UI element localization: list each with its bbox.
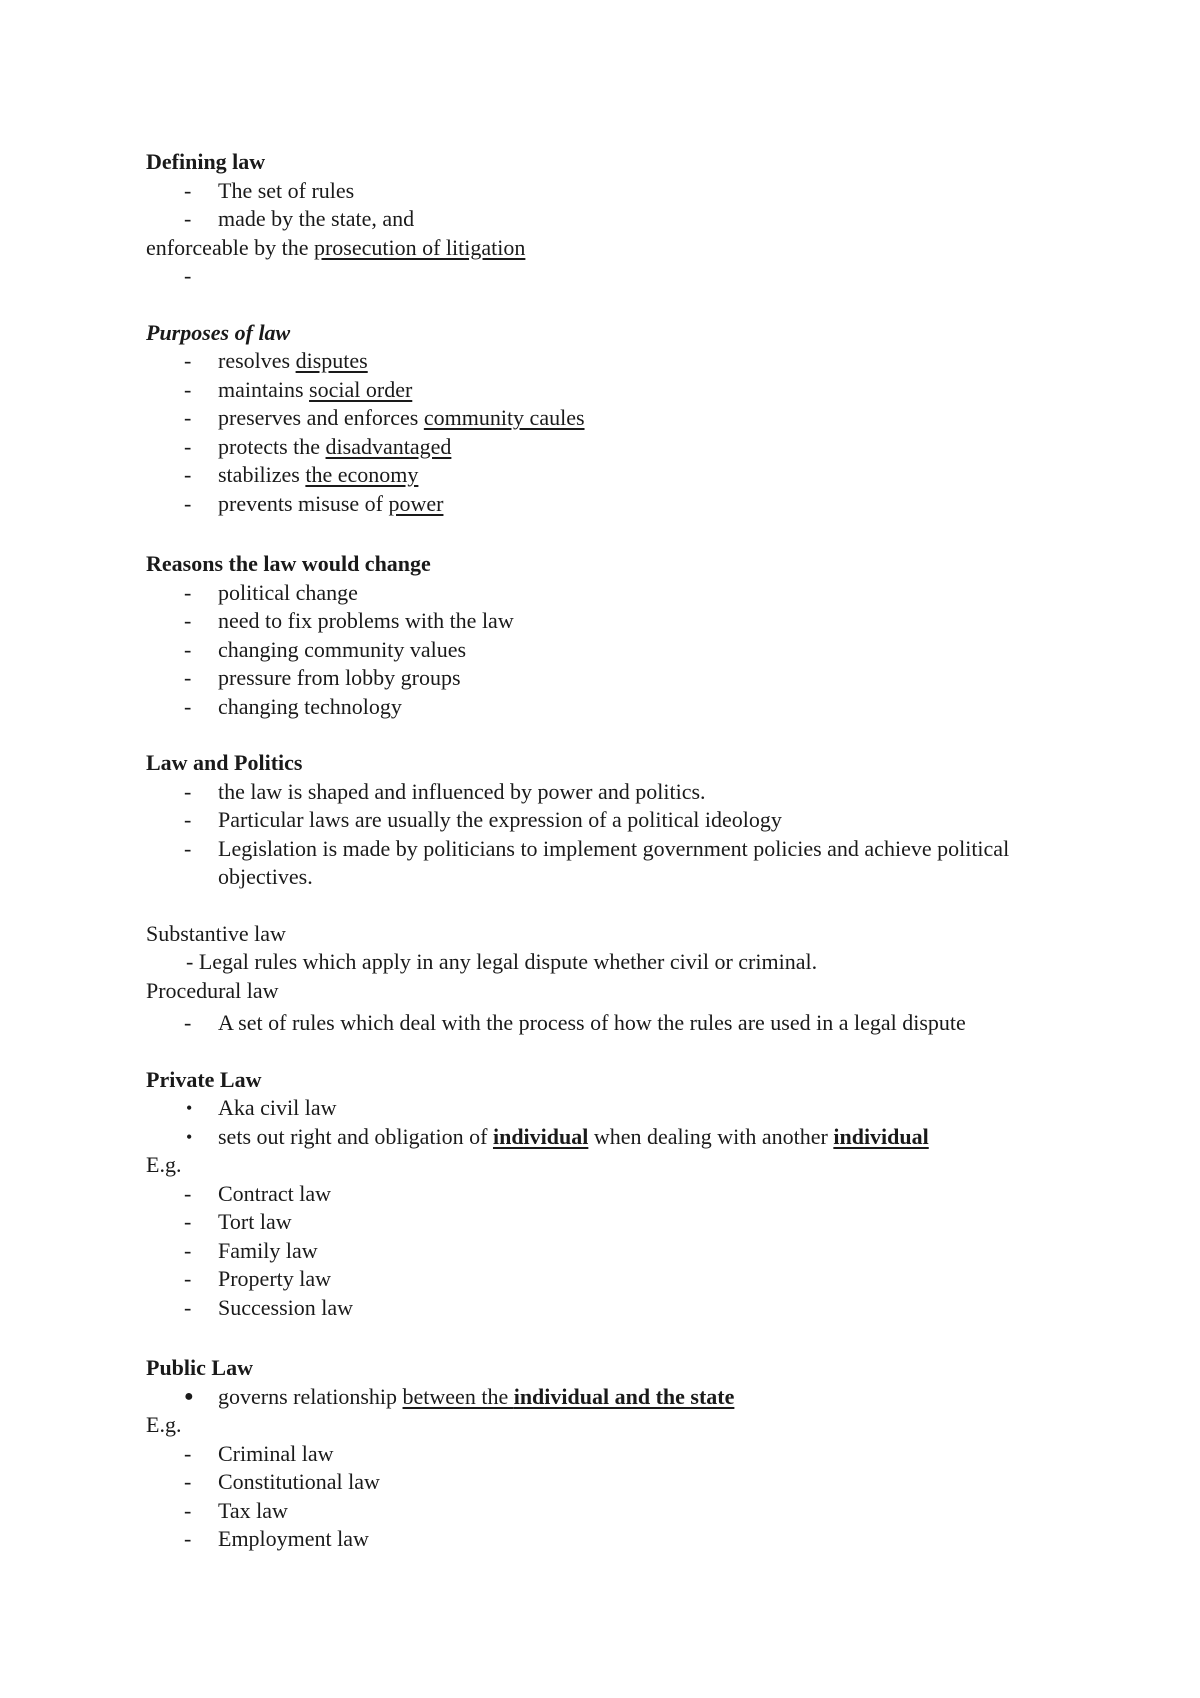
heading-public-law: Public Law [146,1355,253,1380]
list-item: - Particular laws are usually the expression of a political ideology [184,807,782,832]
list-item: - Criminal law [184,1440,334,1466]
bullet-icon: ● [184,1387,194,1405]
heading-law-and-politics: Law and Politics [146,750,303,775]
list-item: - preserves and enforces community caules [184,405,585,430]
heading-private-law: Private Law [146,1066,262,1092]
list-item: - stabilizes the economy [184,462,419,487]
list-item: - political change [184,579,358,605]
list-item: - Contract law [184,1180,332,1206]
list-item: - Constitutional law [184,1469,380,1494]
empty-list-item: - [184,263,192,288]
bullet-icon: • [186,1126,193,1147]
underlined-term: prosecution of litigation [313,234,526,260]
list-item: - Legal rules which apply in any legal dispute whether civil or criminal. [186,949,818,974]
bullet-item: ● governs relationship between the individual and the state [146,1383,1126,1412]
list-item: - pressure from lobby groups [184,665,461,690]
list-item: - prevents misuse of power [184,490,444,516]
list-item: - Property law [184,1266,332,1291]
list-item: - need to fix problems with the law [184,608,514,633]
list-item: - changing technology [184,693,402,719]
enforceable-line: enforceable by the prosecution of litigation [146,234,526,260]
document-page [146,148,1126,1554]
list-item: - Succession law [184,1294,354,1320]
heading-reasons-law-change: Reasons the law would change [146,551,431,576]
list-item: - maintains social order [184,376,413,402]
heading-substantive-law: Substantive law [146,920,286,946]
bullet-item: • sets out right and obligation of individual when dealing with another individual [146,1123,1126,1152]
list-item: - Family law [184,1237,318,1263]
list-item: - the law is shaped and influenced by power and politics. [184,778,706,804]
list-item: - protects the disadvantaged [184,433,452,459]
bullet-icon: • [186,1098,193,1118]
list-item: - Tax law [184,1497,288,1523]
list-item: - Tort law [184,1209,292,1234]
eg-label: E.g. [146,1152,182,1177]
list-item: - The set of rules [184,177,355,203]
list-item: - A set of rules which deal with the process of how the rules are used in a legal dispute [184,1010,966,1035]
list-item: - made by the state, and [184,206,415,231]
list-item: - resolves disputes [184,348,368,373]
list-item: - Employment law [184,1526,369,1551]
list-item: - changing community values [184,636,467,662]
heading-purposes-of-law: Purposes of law [146,319,291,345]
eg-label: E.g. [146,1412,182,1437]
heading-defining-law: Defining law [146,149,266,174]
bullet-item: • Aka civil law [146,1094,1126,1123]
heading-procedural-law: Procedural law [146,977,279,1003]
list-item: - Legislation is made by politicians to implement government policies and achieve political objectives. [184,835,1010,889]
